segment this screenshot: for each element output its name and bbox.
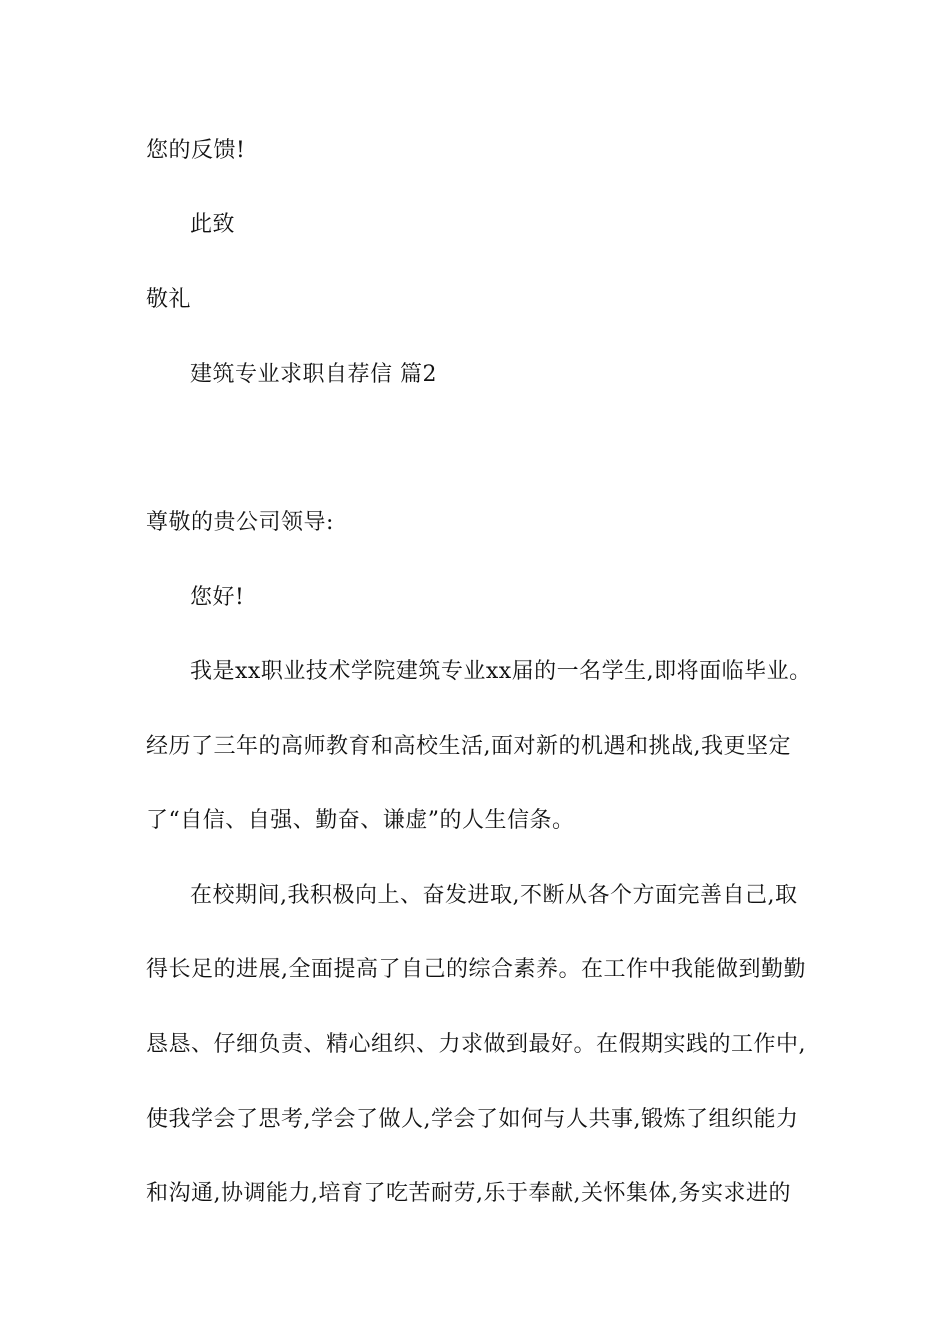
paragraph-line: 得长足的进展,全面提高了自己的综合素养。在工作中我能做到勤勤: [146, 957, 806, 982]
paragraph-line: 恳恳、仔细负责、精心组织、力求做到最好。在假期实践的工作中,: [146, 1032, 806, 1057]
paragraph-line: 在校期间,我积极向上、奋发进取,不断从各个方面完善自己,取: [190, 883, 798, 908]
section-heading: 建筑专业求职自荐信 篇2: [190, 362, 437, 387]
letter-greeting: 尊敬的贵公司领导:: [146, 510, 334, 535]
salutation-cizhi: 此致: [190, 212, 236, 237]
paragraph-line: 使我学会了思考,学会了做人,学会了如何与人共事,锻炼了组织能力: [146, 1107, 799, 1132]
paragraph-line: 和沟通,协调能力,培育了吃苦耐劳,乐于奉献,关怀集体,务实求进的: [146, 1181, 791, 1206]
hello-line: 您好!: [190, 585, 245, 610]
paragraph-line: 经历了三年的高师教育和高校生活,面对新的机遇和挑战,我更坚定: [146, 734, 791, 759]
salutation-jingli: 敬礼: [146, 287, 192, 312]
paragraph-line: 我是xx职业技术学院建筑专业xx届的一名学生,即将面临毕业。: [190, 659, 812, 684]
paragraph-line: 了“自信、自强、勤奋、谦虚”的人生信条。: [146, 808, 575, 833]
closing-text-line: 您的反馈!: [146, 138, 246, 163]
